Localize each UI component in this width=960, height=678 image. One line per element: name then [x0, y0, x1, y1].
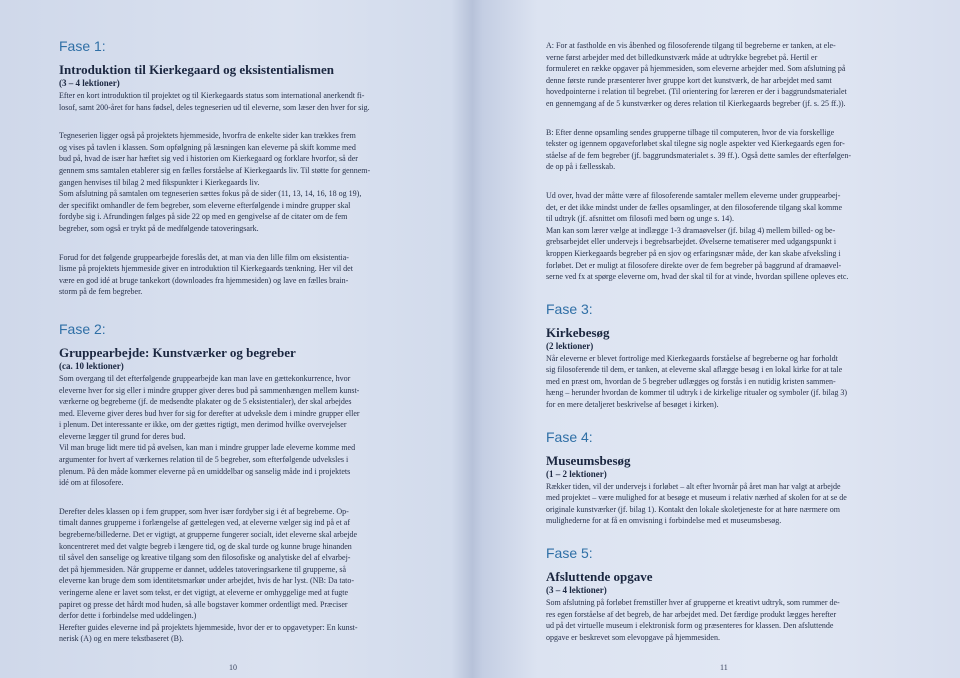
- paragraph: Rækker tiden, vil der undervejs i forløbet – alt efter hvornår på året man har valgt at arbejde med projektet – være mulighed for at besøge et museum i relativ nærhed af skolen for at se de originale kunstværker (jf. bilag 1). Kontakt den lokale skoletjeneste for at høre nærmere om mulighederne for at få en omvisning i forbindelse med et museumsbesøg.: [546, 481, 847, 526]
- phase-2-label: Fase 2:: [59, 320, 106, 337]
- phase-4-section: [546, 429, 896, 527]
- phase-2-heading: Gruppearbejde: Kunstværker og begreber: [59, 344, 296, 360]
- phase-3-heading: Kirkebesøg: [546, 324, 610, 340]
- right-page: [480, 0, 960, 678]
- phase-5-section: [546, 545, 896, 643]
- paragraph: A: For at fastholde en vis åbenhed og filosoferende tilgang til begreberne er tanken, at ele- verne først arbejder med det billedkunstværk måde at udtrykke begrebet på. Hertil er formuleret en række opgaver på hjemmesiden, som eleverne arbejder med. Som afslutning på denne første runde præsenterer hver gruppe kort det kunstværk, de har arbejdet med samt hovedpointerne i relation til begrebet. (Til orientering for læreren er der i baggrundsmaterialet en gennemgang af de 5 kunstværker og deres relation til Kierkegaards begreber (jf. s. 25 ff.)).: [546, 41, 847, 108]
- paragraph: B: Efter denne opsamling sendes grupperne tilbage til computeren, hvor de via forskellige tekster og igennem opgaveforløbet skal tilegne sig nogle aspekter ved Kierkegaards egen for- ståelse af de fem begreber (jf. baggrundsmaterialet s. 39 ff.). Også dette samles der efterfølgen- de op på i fællesskab.: [546, 127, 852, 172]
- phase-5-heading: Afsluttende opgave: [546, 569, 653, 585]
- phase-3-duration: (2 lektioner): [546, 340, 594, 351]
- phase-1-heading: Introduktion til Kierkegaard og eksistentialismen: [59, 62, 334, 77]
- phase-1-duration: (3 – 4 lektioner): [59, 78, 120, 88]
- paragraph: Efter en kort introduktion til projektet og til Kierkegaards status som international anerkendt fi- losof, samt 200-året for hans fødsel, deles tegneserien ud til eleverne, som læser den hver for sig.: [59, 91, 370, 112]
- phase-1-label: Fase 1:: [59, 38, 106, 54]
- page-number-right: 11: [720, 663, 728, 672]
- phase-2-duration: (ca. 10 lektioner): [59, 360, 124, 371]
- paragraph: Tegneserien ligger også på projektets hjemmeside, hvorfra de enkelte sider kan trækkes frem og vises på tavlen i klassen. Som opfølgning på læsningen kan eleverne på skift komme med bud på, hvad de især har hæftet sig ved i historien om Kierkegaard og forklare hvorfor, så der gennem sms samtalen etablerer sig en fælles forståelse af Kierkegaards liv. Til støtte for gennem- gangen henvises til bilag 2 med fikspunkter i Kierkegaards liv. Som afslutning på samtalen om tegneserien sættes fokus på de sider (11, 13, 14, 16, 18 og 19), der specifikt omhandler de fem begreber, som eleverne efterfølgende i mindre grupper skal fordybe sig i. Afrundingen følges på side 22 op med en gengivelse af de citater om de fem begreber, som også er trykt på de medfølgende tatoveringsark.: [59, 131, 371, 233]
- paragraph: Ud over, hvad der måtte være af filosoferende samtaler mellem eleverne under gruppearbej- det, er det ikke mindst under de fælles opsamlinger, at den filosoferende tilgang skal komme til udtryk (jf. afsnittet om filosofi med børn og unge s. 14). Man kan som lærer vælge at indlægge 1-3 dramaøvelser (jf. bilag 4) mellem billed- og be- grebsarbejdet eller undervejs i begrebsarbejdet. Øvelserne tematiserer med udgangspunkt i kroppen Kierkegaards begreber på en sjov og erfaringsnær måde, der kan skabe afveksling i forløbet. Det er muligt at filosofere direkte over de fem begreber på baggrund af dramaøvel- serne ved fx at spørge eleverne om, hvad der skal til for at vinde, hvordan spillene opleves etc.: [546, 190, 849, 282]
- paragraph: Derefter deles klassen op i fem grupper, som hver især fordyber sig i ét af begreberne. Op- timalt dannes grupperne i forlængelse af gættelegen ved, at eleverne vælger sig ind på et af begreberne/billederne. Det er vigtigt, at grupperne fungerer socialt, idet eleverne skal arbejde koncentreret med det valgte begreb i længere tid, og de skal turde og kunne bruge hinanden til såvel den sanselige og kreative tilgang som den filosofiske og analytiske del af elvarbej- det på hjemmesiden. Når grupperne er dannet, uddeles tatoveringsarkene til grupperne, så eleverne kan bruge dem som identitetsmarkør under arbejdet, hvis de har lyst. (NB: Da tato- veringerne alene er lavet som tekst, er det vigtigt, at eleverne er omhyggelige med at fugte papiret og presse det hårdt mod huden, så alle bogstaver kommer ordentligt med. Præciser derfor dette i forbindelse med uddelingen.) Herefter guides eleverne ind på projektets hjemmeside, hvor der er to opgavetyper: En kunst- nerisk (A) og en mere tekstbaseret (B).: [59, 506, 358, 644]
- paragraph: Som overgang til det efterfølgende gruppearbejde kan man lave en gættekonkurrence, hvor eleverne hver for sig eller i mindre grupper giver deres bud på sammenhængen mellem kunst- værkerne og begreberne (jf. de medsendte plakater og de 5 eksistentialer), der skal arbejdes med. Eleverne giver deres bud hver for sig for derefter at udveksle dem i mindre grupper eller i plenum. Det interessante er ikke, om der gættes rigtigt, men derimod hvilke overvejelser eleverne lægger til grund for deres bud. Vil man bruge lidt mere tid på øvelsen, kan man i mindre grupper lade eleverne komme med argumenter for hvert af værkernes relation til de 5 begreber, som efterfølgende udveksles i plenum. På den måde kommer eleverne på en umiddelbar og sanselig måde ind i projektets idé om at filosofere.: [59, 373, 360, 488]
- phase-4-label: Fase 4:: [546, 428, 593, 445]
- paragraph: Som afslutning på forløbet fremstiller hver af grupperne et kreativt udtryk, som rummer de- res egen forståelse af det begreb, de har arbejdet med. Det færdige produkt lægges herefter ud på det virtuelle museum i elektronisk form og præsenteres for klassen. Den afsluttende opgave er beskrevet som elevopgave på hjemmesiden.: [546, 598, 840, 642]
- phase-4-heading: Museumsbesøg: [546, 452, 631, 468]
- phase-3-section: [546, 301, 896, 411]
- page-number-left: 10: [229, 663, 237, 672]
- phase-5-duration: (3 – 4 lektioner): [546, 585, 607, 596]
- paragraph: Forud for det følgende gruppearbejde foreslås det, at man via den lille film om eksistentia- lisme på projektets hjemmeside giver en introduktion til Kierkegaards tænkning. Her vil det være en god idé at bruge tankekort (downloades fra hjemmesiden) og lave en fælles brain- storm på de fem begreber.: [59, 252, 353, 297]
- phase-3-label: Fase 3:: [546, 300, 593, 317]
- phase-4-duration: (1 – 2 lektioner): [546, 468, 607, 479]
- phase-2-section: [59, 321, 445, 645]
- phase-5-label: Fase 5:: [546, 545, 593, 562]
- left-page: [0, 0, 475, 678]
- phase-1-section: [59, 38, 445, 298]
- paragraph: Når eleverne er blevet fortrolige med Kierkegaards forståelse af begreberne og har forholdt sig filosoferende til dem, er tanken, at eleverne skal aflægge besøg i en lokal kirke for at tale med en præst om, hvordan de 5 begreber udlægges og forstås i en nutidig kristen sammen- hæng – herunder hvordan de kommer til udtryk i de kirkelige ritualer og symboler (jf. bilag 3) for en mere detaljeret beskrivelse af besøget i kirken).: [546, 353, 848, 410]
